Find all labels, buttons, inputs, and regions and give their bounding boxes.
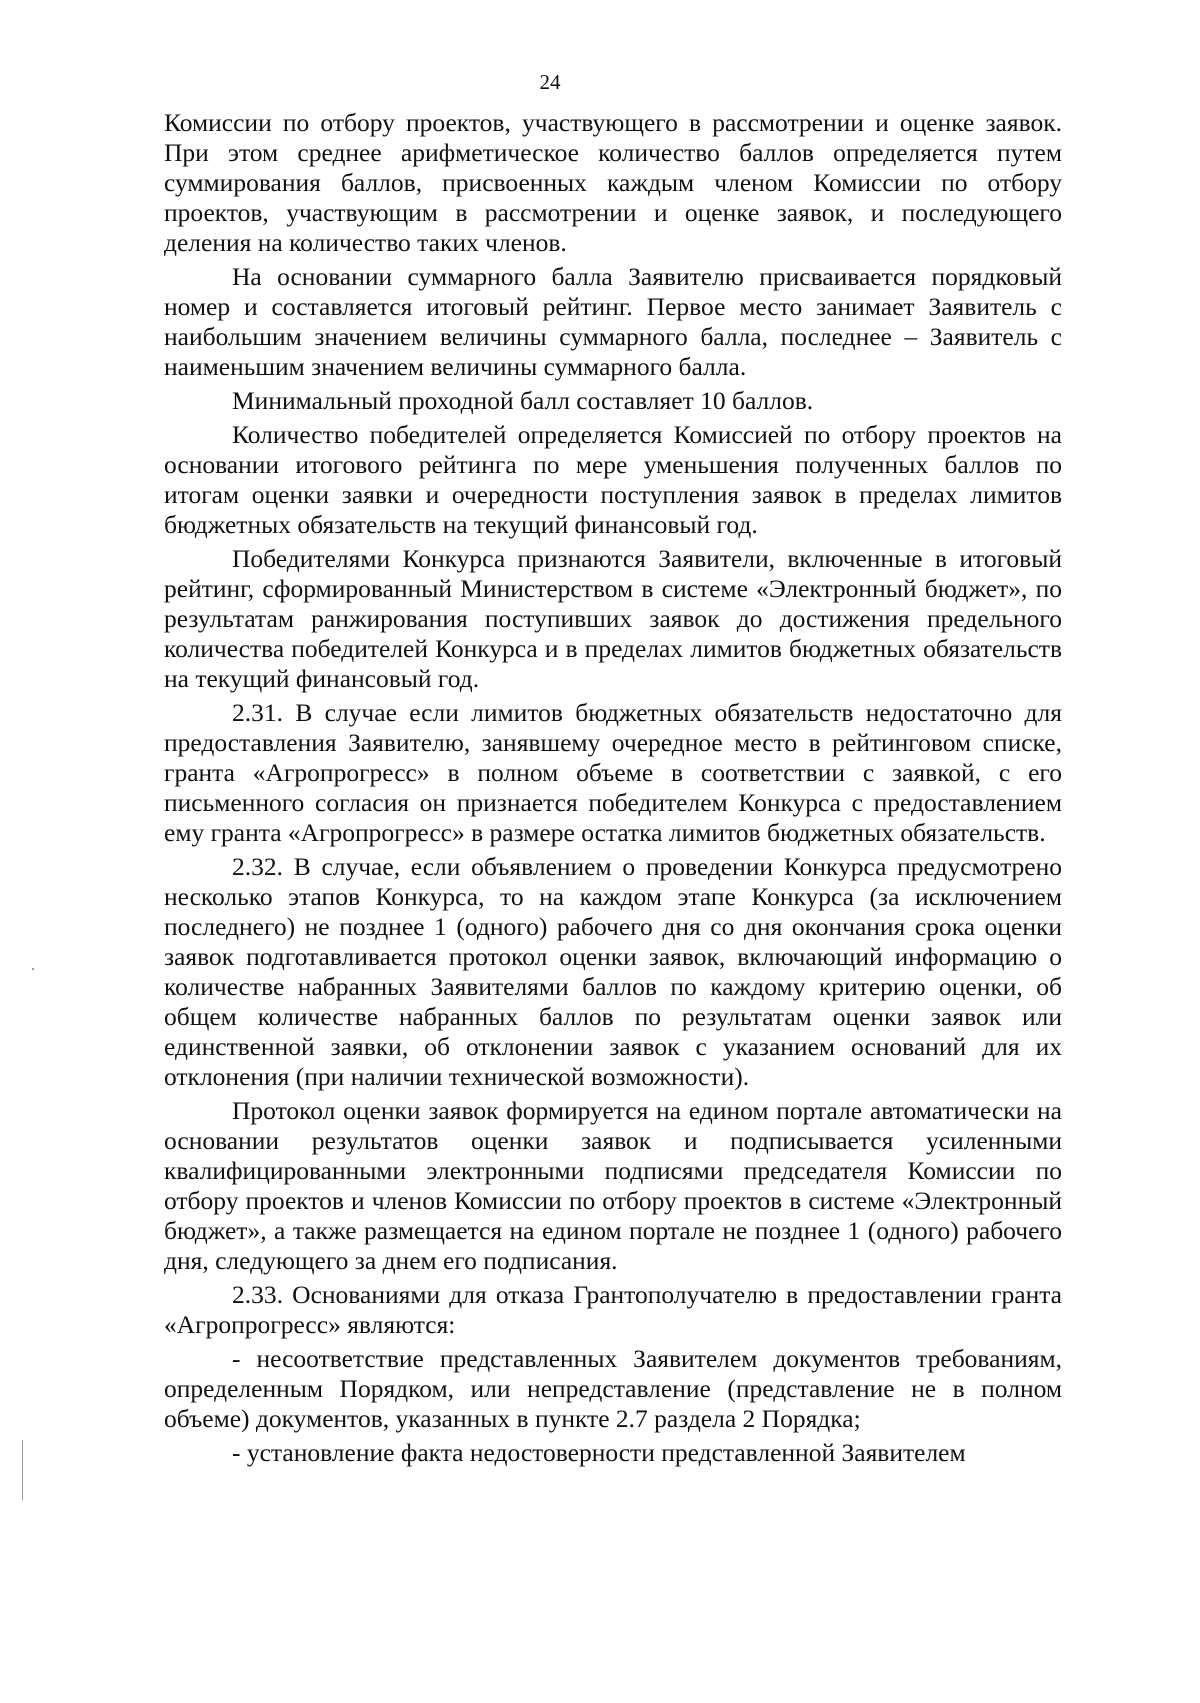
- paragraph-4: Количество победителей определяется Комиссией по отбору проектов на основании итогового рейтинга по мере уменьшения полученных баллов по итогам оценки заявки и очередности поступления заявок в пределах лимитов бюджетных обязательств на текущий финансовый год.: [164, 420, 1062, 539]
- paragraph-1: Комиссии по отбору проектов, участвующего в рассмотрении и оценке заявок. При этом среднее арифметическое количество баллов определяется путем суммирования баллов, присвоенных каждым членом Комиссии по отбору проектов, участвующим в рассмотрении и оценке заявок, и последующего деления на количество таких членов.: [164, 108, 1062, 257]
- page-number: 24: [539, 70, 561, 94]
- paragraph-7-clause-2-32: 2.32. В случае, если объявлением о проведении Конкурса предусмотрено несколько этапов Конкурса, то на каждом этапе Конкурса (за исключением последнего) не позднее 1 (одного) рабочего дня со дня окончания срока оценки заявок подготавливается протокол оценки заявок, включающий информацию о количестве набранных Заявителями баллов по каждому критерию оценки, об общем количестве набранных баллов по результатам оценки заявок или единственной заявки, об отклонении заявок с указанием оснований для их отклонения (при наличии технической возможности).: [164, 852, 1062, 1091]
- list-item-2: - установление факта недостоверности представленной Заявителем: [232, 1438, 966, 1467]
- paragraph-6-clause-2-31: 2.31. В случае если лимитов бюджетных обязательств недостаточно для предоставления Заявителю, занявшему очередное место в рейтинговом списке, гранта «Агропрогресс» в полном объеме в соответствии с заявкой, с его письменного согласия он признается победителем Конкурса с предоставлением ему гранта «Агропрогресс» в размере остатка лимитов бюджетных обязательств.: [164, 698, 1062, 847]
- paragraph-9-clause-2-33: 2.33. Основаниями для отказа Грантополучателю в предоставлении гранта «Агропрогресс» являются:: [164, 1280, 1062, 1339]
- paragraph-2: На основании суммарного балла Заявителю присваивается порядковый номер и составляется итоговый рейтинг. Первое место занимает Заявитель с наибольшим значением величины суммарного балла, последнее – Заявитель с наименьшим значением величины суммарного балла.: [164, 262, 1062, 381]
- paragraph-8: Протокол оценки заявок формируется на едином портале автоматически на основании результатов оценки заявок и подписывается усиленными квалифицированными электронными подписями председателя Комиссии по отбору проектов и членов Комиссии по отбору проектов в системе «Электронный бюджет», а также размещается на едином портале не позднее 1 (одного) рабочего дня, следующего за днем его подписания.: [164, 1096, 1062, 1275]
- document-body: [164, 108, 1062, 1468]
- paragraph-3: Минимальный проходной балл составляет 10 баллов.: [232, 386, 814, 415]
- paragraph-5: Победителями Конкурса признаются Заявители, включенные в итоговый рейтинг, сформированный Министерством в системе «Электронный бюджет», по результатам ранжирования поступивших заявок до достижения предельного количества победителей Конкурса и в пределах лимитов бюджетных обязательств на текущий финансовый год.: [164, 544, 1062, 693]
- list-item-1: - несоответствие представленных Заявителем документов требованиям, определенным Порядком, или непредставление (представление не в полном объеме) документов, указанных в пункте 2.7 раздела 2 Порядка;: [164, 1344, 1062, 1433]
- scan-dot-mark: [32, 968, 34, 970]
- scan-edge-mark: [22, 1440, 23, 1500]
